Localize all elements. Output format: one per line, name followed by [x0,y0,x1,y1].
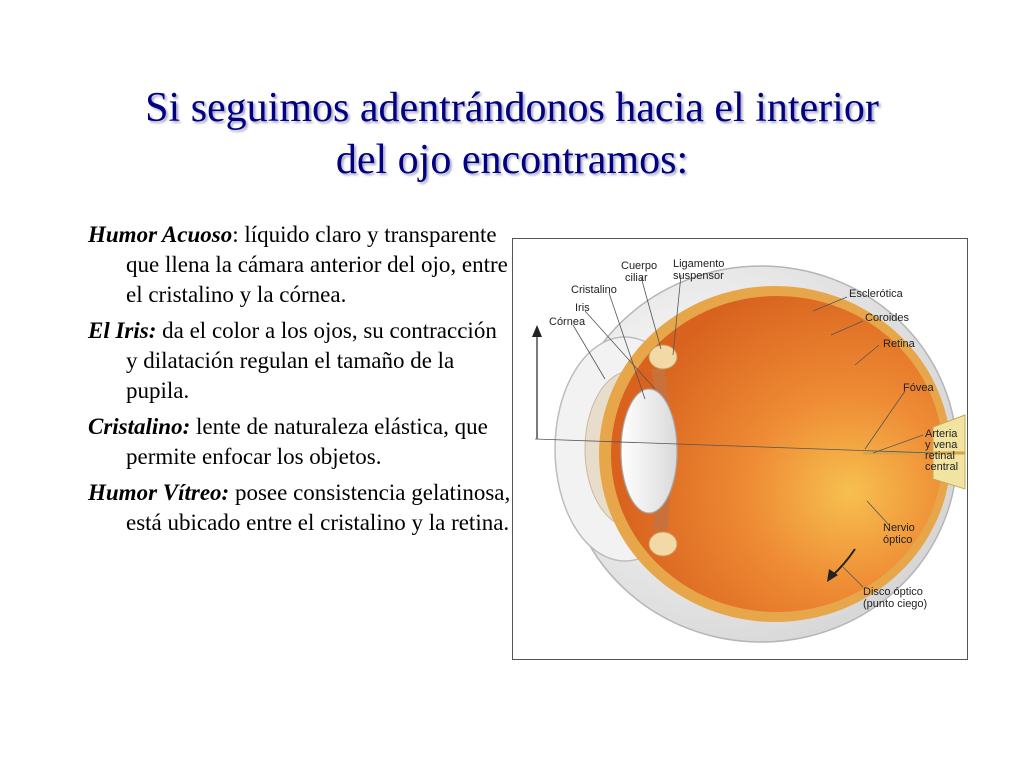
bullet-humor-acuoso [88,220,513,310]
label-cornea: Córnea [549,316,586,328]
bullet-cristalino [88,412,513,472]
eye-cross-section [513,239,967,659]
bullet-term: Humor Vítreo: [88,480,230,505]
axis-arrow-head [532,325,542,337]
ciliary-body-bottom [649,532,677,556]
bullet-iris [88,316,513,406]
crystalline-lens [621,389,677,513]
bullet-list [88,220,513,544]
label-esclerotica: Esclerótica [849,288,903,300]
bullet-text: lente de naturaleza elástica, que permite enfocar los objetos. [126,414,488,469]
label-nervio-optico: Nervio óptico [883,522,915,546]
bullet-text: da el color a los ojos, su contracción y dilatación regulan el tamaño de la pupila. [126,318,497,403]
bullet-term: Cristalino: [88,414,191,439]
label-iris: Iris [575,302,590,314]
ciliary-body-top [649,345,677,369]
bullet-term: El Iris: [88,318,157,343]
bullet-text: : líquido claro y transparente que llena la cámara anterior del ojo, entre el cristalino y la córnea. [126,222,508,307]
bullet-text: posee consistencia gelatinosa, está ubicado entre el cristalino y la retina. [126,480,511,535]
label-cristalino: Cristalino [571,284,617,296]
title-line-1: Si seguimos adentrándonos hacia el interior [145,85,879,131]
label-disco-optico: Disco óptico (punto ciego) [863,586,928,610]
label-arteria-vena: Arteria y vena retinal central [925,428,959,473]
bullet-term: Humor Acuoso [88,222,233,247]
title-line-2: del ojo encontramos: [335,137,689,183]
label-cuerpo-ciliar: Cuerpo ciliar [621,260,658,284]
eye-anatomy-diagram [512,238,968,660]
label-coroides: Coroides [865,312,910,324]
label-ligamento-suspensor: Ligamento suspensor [673,258,725,282]
label-fovea: Fóvea [903,382,934,394]
bullet-humor-vitreo [88,478,513,538]
slide-title [60,82,964,186]
label-retina: Retina [883,338,915,350]
